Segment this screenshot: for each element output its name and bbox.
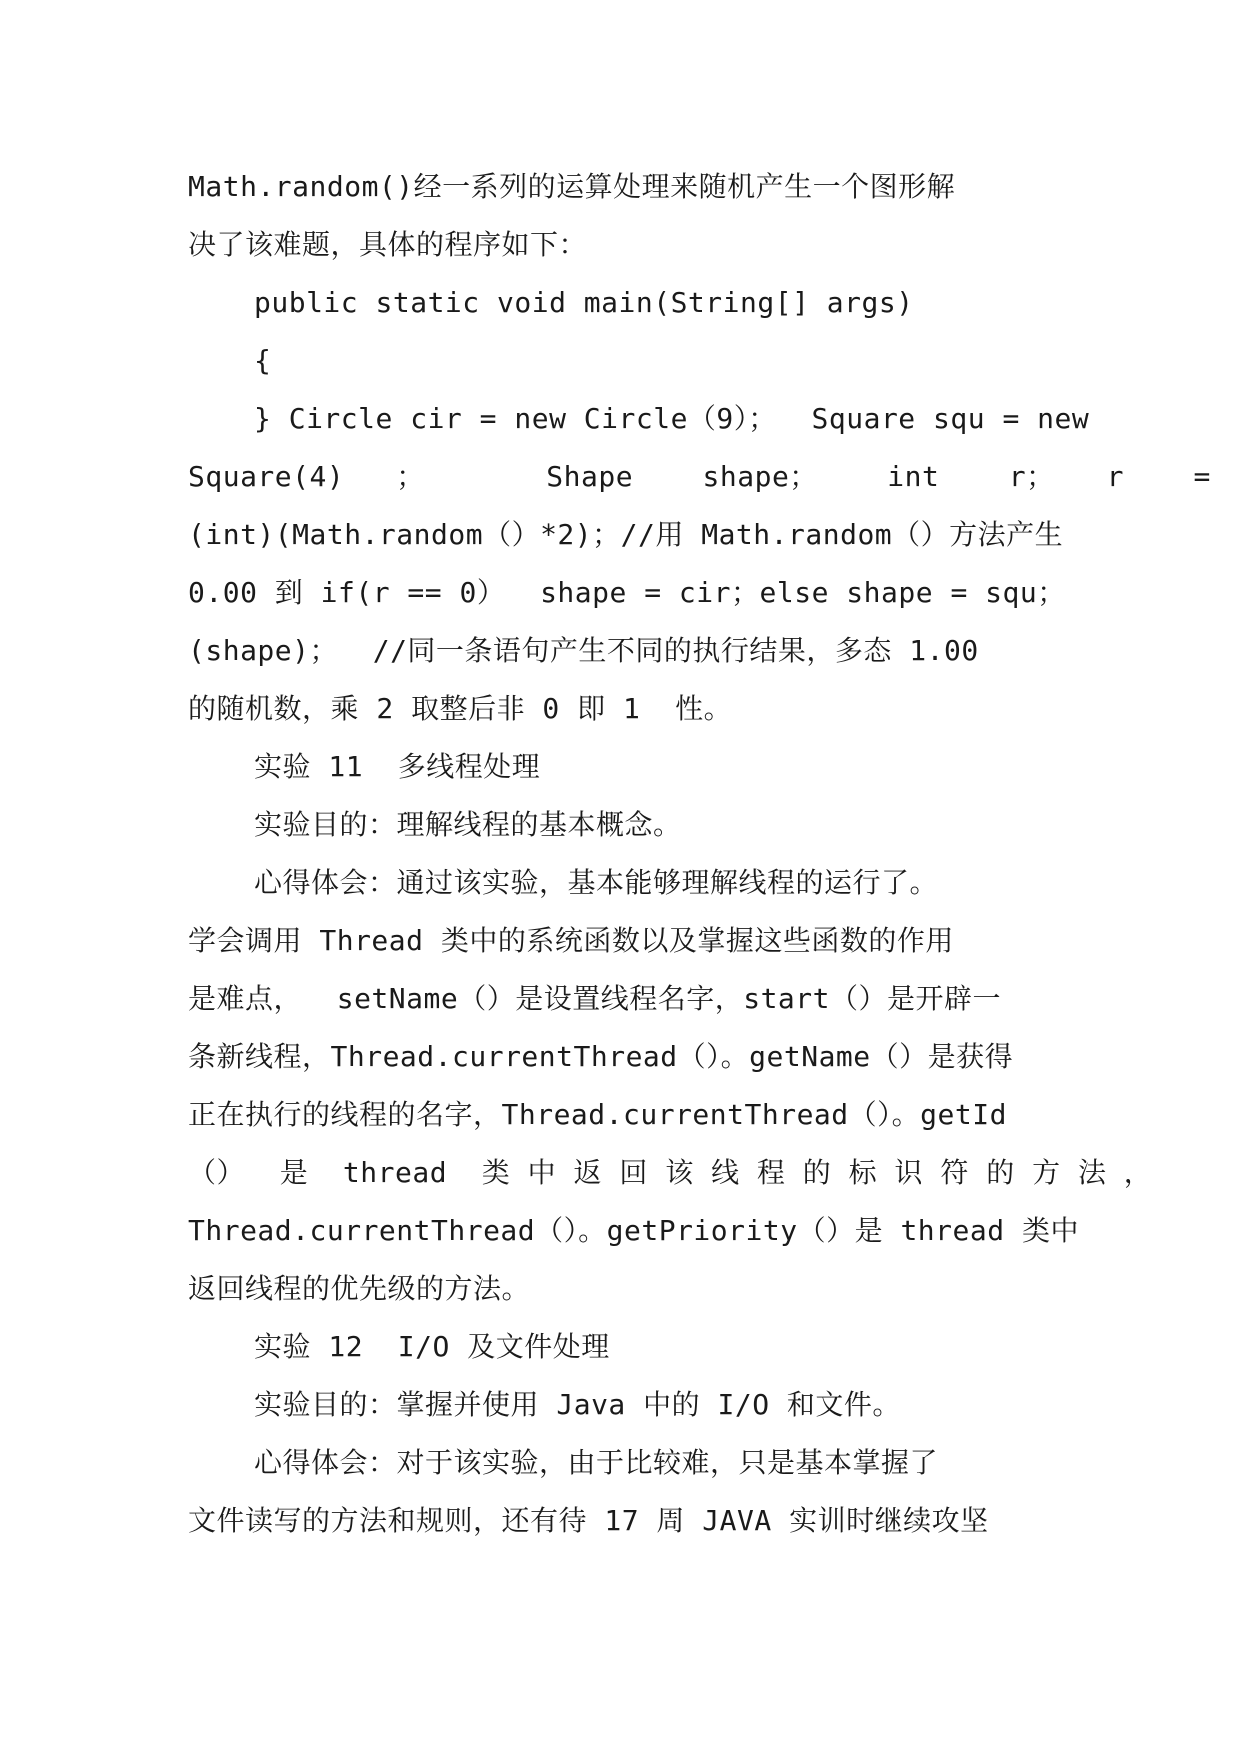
text-line: 是难点， setName（）是设置线程名字，start（）是开辟一 [188, 982, 1002, 1015]
text-line: 决了该难题，具体的程序如下： [188, 228, 588, 261]
section-heading: 实验 11 多线程处理 [254, 750, 541, 783]
code-line: (shape)； //同一条语句产生不同的执行结果，多态 1.00 [188, 634, 979, 667]
text-line: 心得体会：通过该实验，基本能够理解线程的运行了。 [254, 866, 939, 899]
code-line: public static void main(String[] args) [254, 286, 914, 319]
code-line: 0.00 到 if(r == 0） shape = cir；else shape = squ； [188, 576, 1066, 609]
code-line: (int)(Math.random（）*2)；//用 Math.random（）方法产生 [188, 518, 1064, 551]
text-line: 文件读写的方法和规则，还有待 17 周 JAVA 实训时继续攻坚 [188, 1504, 989, 1537]
document-body [188, 158, 1211, 1550]
text-line: Thread.currentThread（）。getPriority（）是 thread 类中 [188, 1214, 1079, 1247]
text-line: 的随机数，乘 2 取整后非 0 即 1 性。 [188, 692, 733, 725]
code-line: Square(4) ； Shape shape； int r； r = [188, 460, 1211, 493]
text-line: Math.random()经一系列的运算处理来随机产生一个图形解 [188, 170, 956, 203]
text-line: 心得体会：对于该实验，由于比较难，只是基本掌握了 [254, 1446, 939, 1479]
code-line: } Circle cir = new Circle（9）； Square squ = new [254, 402, 1090, 435]
text-line: 返回线程的优先级的方法。 [188, 1272, 531, 1305]
text-line: 正在执行的线程的名字，Thread.currentThread（）。getId [188, 1098, 1007, 1131]
section-heading: 实验 12 I/O 及文件处理 [254, 1330, 610, 1363]
text-line: 实验目的：理解线程的基本概念。 [254, 808, 682, 841]
text-line: 学会调用 Thread 类中的系统函数以及掌握这些函数的作用 [188, 924, 954, 957]
text-line: （） 是 thread 类 中 返 回 该 线 程 的 标 识 符 的 方 法 ， [188, 1156, 1153, 1189]
code-line: { [254, 344, 272, 377]
text-line: 实验目的：掌握并使用 Java 中的 I/O 和文件。 [254, 1388, 901, 1421]
text-line: 条新线程，Thread.currentThread（）。getName（）是获得 [188, 1040, 1014, 1073]
